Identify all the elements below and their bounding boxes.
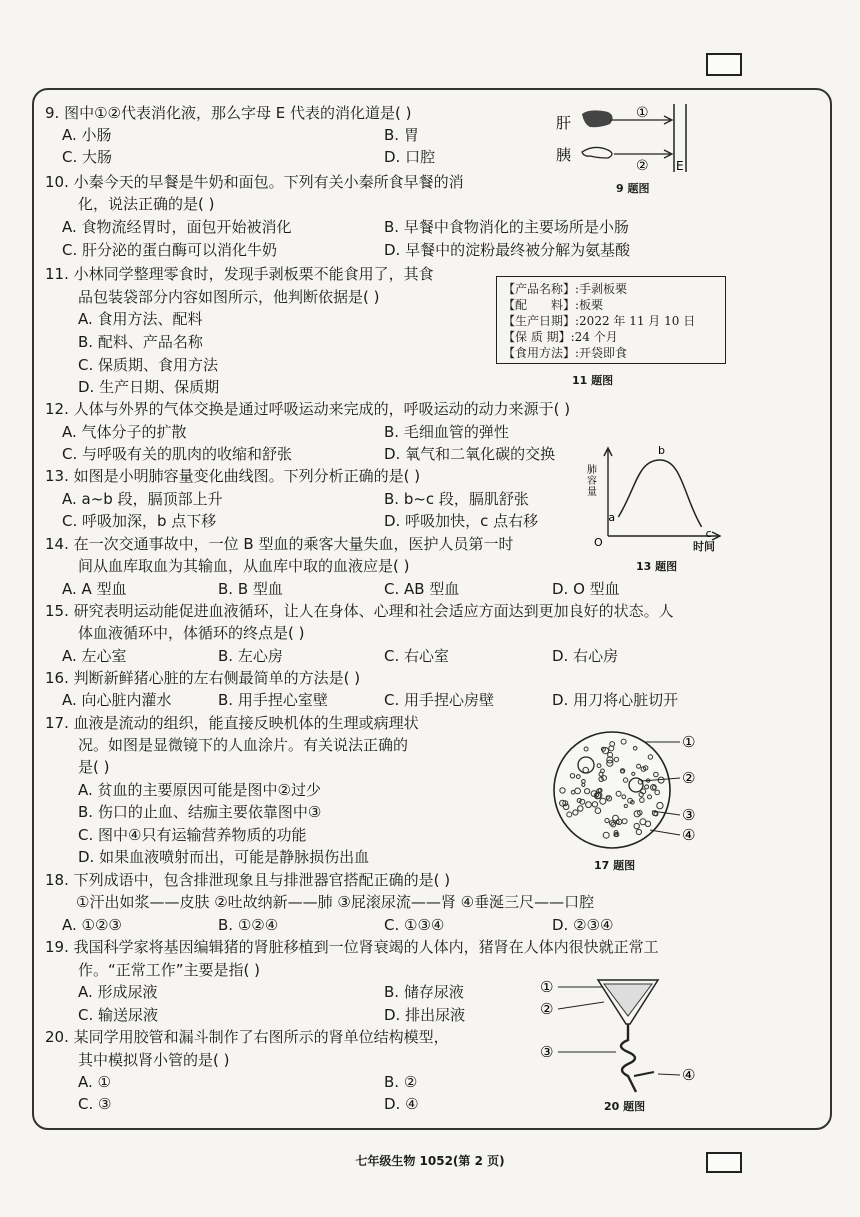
q16-option-d: D. 用刀将心脏切开 (552, 691, 679, 709)
q12-option-d: D. 氧气和二氧化碳的交换 (384, 445, 556, 463)
q11-option-b: B. 配料、产品名称 (78, 333, 203, 351)
fig9-liver-label: 肝 (556, 114, 572, 132)
q17-stem-line1: 17. 血液是流动的组织，能直接反映机体的生理或病理状 (45, 714, 419, 732)
chart-series-line (618, 460, 701, 527)
q13-stem: 13. 如图是小明肺容量变化曲线图。下列分析正确的是( ) (45, 467, 421, 485)
q12-option-a: A. 气体分子的扩散 (62, 423, 187, 441)
q18-option-c: C. ①③④ (384, 916, 445, 934)
q10-stem-line2: 化，说法正确的是( ) (78, 195, 215, 213)
page-footer: 七年级生物 1052(第 2 页) (355, 1154, 505, 1168)
q11-option-d: D. 生产日期、保质期 (78, 378, 220, 396)
fig11-product-label (496, 276, 726, 364)
q18-option-d: D. ②③④ (552, 916, 614, 934)
q20-stem-line2: 其中模拟肾小管的是( ) (78, 1051, 230, 1069)
q15-option-d: D. 右心房 (552, 647, 619, 665)
q13-option-b: B. b~c 段，膈肌舒张 (384, 490, 529, 508)
label-shelf-life: 【保 质 期】:24 个月 (503, 330, 618, 344)
pancreas-icon (582, 147, 612, 158)
label-production-date: 【生产日期】:2022 年 11 月 10 日 (503, 314, 696, 328)
fig9-caption: 9 题图 (616, 182, 650, 195)
chart-origin-label: O (594, 536, 603, 549)
figure-17-blood-smear (552, 725, 712, 855)
chart-point-label-a: a (608, 511, 616, 524)
q11-stem-line2: 品包装袋部分内容如图所示，他判断依据是( ) (78, 288, 380, 306)
q14-stem-line2: 间从血库取血为其输血，从血库中取的血液应是( ) (78, 557, 410, 575)
q11-option-a: A. 食用方法、配料 (78, 310, 203, 328)
q14-stem-line1: 14. 在一次交通事故中，一位 B 型血的乘客大量失血，医护人员第一时 (45, 535, 514, 553)
q19-stem-line1: 19. 我国科学家将基因编辑猪的肾脏移植到一位肾衰竭的人体内，猪肾在人体内很快就正常工 (45, 938, 659, 956)
q20-option-d: D. ④ (384, 1095, 419, 1113)
q20-option-a: A. ① (78, 1073, 111, 1091)
label-ingredients: 【配 料】:板栗 (503, 298, 604, 312)
fig20-mark-4: ④ (682, 1066, 696, 1084)
q12-stem: 12. 人体与外界的气体交换是通过呼吸运动来完成的，呼吸运动的动力来源于( ) (45, 400, 571, 418)
q9-option-c: C. 大肠 (62, 148, 113, 166)
q17-option-b: B. 伤口的止血、结痂主要依靠图中③ (78, 803, 322, 821)
q19-option-a: A. 形成尿液 (78, 983, 158, 1001)
q15-option-a: A. 左心室 (62, 647, 127, 665)
fig9-mark-1: ① (636, 105, 649, 121)
q16-stem: 16. 判断新鲜猪心脏的左右侧最简单的方法是( ) (45, 669, 361, 687)
q17-stem-line2: 况。如图是显微镜下的人血涂片。有关说法正确的 (78, 736, 409, 754)
q16-option-b: B. 用手捏心室壁 (218, 691, 328, 709)
figure-9-digestive-diagram (550, 100, 710, 180)
q15-option-c: C. 右心室 (384, 647, 450, 665)
chart-point-label-c: c (705, 526, 712, 540)
fig13-caption: 13 题图 (636, 560, 678, 573)
fig20-caption: 20 题图 (604, 1100, 646, 1113)
q10-option-c: C. 肝分泌的蛋白酶可以消化牛奶 (62, 241, 278, 259)
q19-option-d: D. 排出尿液 (384, 1006, 466, 1024)
q17-stem-line3: 是( ) (78, 758, 110, 776)
q13-option-a: A. a~b 段，膈顶部上升 (62, 490, 223, 508)
q17-option-a: A. 贫血的主要原因可能是图中②过少 (78, 781, 321, 799)
q9-option-b: B. 胃 (384, 126, 419, 144)
fig17-mark-1: ① (682, 733, 696, 751)
liver-icon (582, 110, 613, 127)
q11-stem-line1: 11. 小林同学整理零食时，发现手剥板栗不能食用了，其食 (45, 265, 434, 283)
fig11-caption: 11 题图 (572, 374, 614, 387)
q15-option-b: B. 左心房 (218, 647, 283, 665)
chart-y-label: 肺容量 (584, 464, 596, 497)
fig9-pancreas-label: 胰 (556, 146, 572, 164)
fig13-x-label: 时间 (693, 540, 715, 553)
q20-option-c: C. ③ (78, 1095, 112, 1113)
q10-option-b: B. 早餐中食物消化的主要场所是小肠 (384, 218, 629, 236)
label-usage: 【食用方法】:开袋即食 (503, 346, 628, 360)
q11-option-c: C. 保质期、食用方法 (78, 356, 219, 374)
fig17-mark-4: ④ (682, 826, 696, 844)
fig20-mark-1: ① (540, 978, 554, 996)
q19-stem-line2: 作。“正常工作”主要是指( ) (78, 961, 261, 979)
q9-option-d: D. 口腔 (384, 148, 436, 166)
q20-option-b: B. ② (384, 1073, 418, 1091)
q17-option-d: D. 如果血液喷射而出，可能是静脉损伤出血 (78, 848, 370, 866)
corner-box-top (706, 53, 742, 76)
fig17-caption: 17 题图 (594, 859, 636, 872)
q10-option-a: A. 食物流经胃时，面包开始被消化 (62, 218, 292, 236)
fig20-mark-3: ③ (540, 1043, 554, 1061)
fig9-mark-2: ② (636, 158, 649, 174)
q14-option-a: A. A 型血 (62, 580, 127, 598)
q12-option-b: B. 毛细血管的弹性 (384, 423, 509, 441)
q18-option-b: B. ①②④ (218, 916, 279, 934)
q9-stem: 9. 图中①②代表消化液，那么字母 E 代表的消化道是( ) (45, 104, 412, 122)
q15-stem-line2: 体血液循环中，体循环的终点是( ) (78, 624, 305, 642)
q19-option-b: B. 储存尿液 (384, 983, 464, 1001)
label-product-name: 【产品名称】:手剥板栗 (503, 282, 628, 296)
q10-stem-line1: 10. 小秦今天的早餐是牛奶和面包。下列有关小秦所食早餐的消 (45, 173, 464, 191)
q19-option-c: C. 输送尿液 (78, 1006, 159, 1024)
q14-option-c: C. AB 型血 (384, 580, 460, 598)
q18-stem: 18. 下列成语中，包含排泄现象且与排泄器官搭配正确的是( ) (45, 871, 451, 889)
fig9-letter-e: E (676, 159, 684, 173)
figure-20-nephron-model (538, 972, 708, 1097)
q16-option-a: A. 向心脏内灌水 (62, 691, 172, 709)
chart-point-label-b: b (658, 444, 665, 457)
q14-option-d: D. O 型血 (552, 580, 620, 598)
q9-option-a: A. 小肠 (62, 126, 112, 144)
q13-option-c: C. 呼吸加深，b 点下移 (62, 512, 217, 530)
collecting-tube-icon (634, 1072, 654, 1076)
q18-option-a: A. ①②③ (62, 916, 122, 934)
q16-option-c: C. 用手捏心房壁 (384, 691, 495, 709)
q12-option-c: C. 与呼吸有关的肌肉的收缩和舒张 (62, 445, 293, 463)
fig17-mark-3: ③ (682, 806, 696, 824)
q20-stem-line1: 20. 某同学用胶管和漏斗制作了右图所示的肾单位结构模型， (45, 1028, 449, 1046)
q13-option-d: D. 呼吸加快，c 点右移 (384, 512, 539, 530)
q15-stem-line1: 15. 研究表明运动能促进血液循环，让人在身体、心理和社会适应方面达到更加良好的状态。人 (45, 602, 674, 620)
q10-option-d: D. 早餐中的淀粉最终被分解为氨基酸 (384, 241, 631, 259)
fig17-mark-2: ② (682, 769, 696, 787)
q18-idioms: ①汗出如浆——皮肤 ②吐故纳新——肺 ③屁滚尿流——肾 ④垂涎三尺——口腔 (76, 893, 595, 911)
tube-coil-icon (621, 1024, 636, 1092)
q17-option-c: C. 图中④只有运输营养物质的功能 (78, 826, 307, 844)
q14-option-b: B. B 型血 (218, 580, 283, 598)
fig20-mark-2: ② (540, 1000, 554, 1018)
